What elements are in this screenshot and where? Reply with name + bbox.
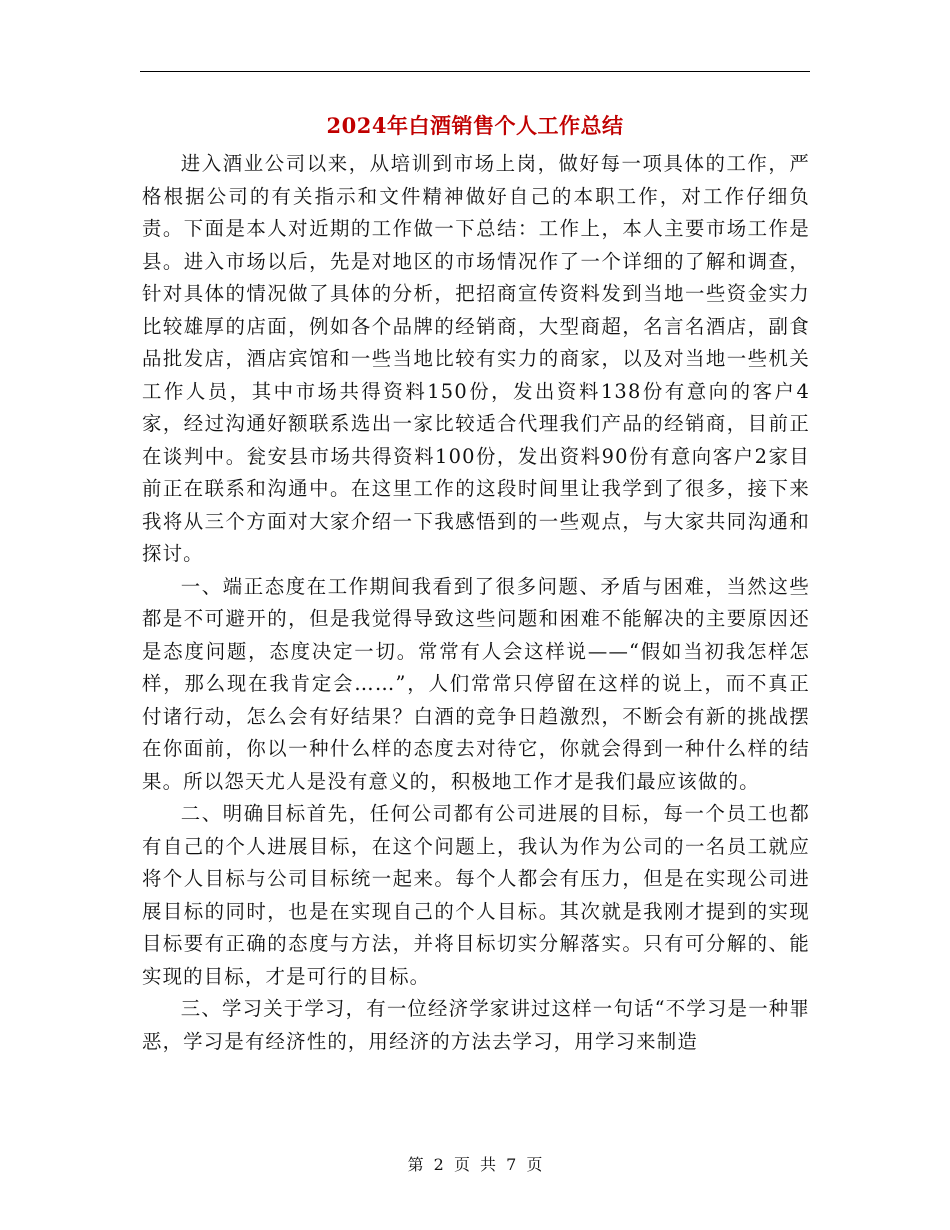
paragraph-learning: 三、学习关于学习，有一位经济学家讲过这样一句话“不学习是一种罪恶，学习是有经济性的，用经济的方法去学习，用学习来制造 [142, 997, 810, 1053]
paragraph-intro: 进入酒业公司以来，从培训到市场上岗，做好每一项具体的工作，严格根据公司的有关指示和文件精神做好自己的本职工作，对工作仔细负责。下面是本人对近期的工作做一下总结：工作上，本人主要市场工作是县。进入市场以后，先是对地区的市场情况作了一个详细的了解和调查，针对具体的情况做了具体的分析，把招商宣传资料发到当地一些资金实力比较雄厚的店面，例如各个品牌的经销商，大型商超，名言名酒店，副食品批发店，酒店宾馆和一些当地比较有实力的商家，以及对当地一些机关工作人员，其中市场共得资料150份，发出资料138份有意向的客户4家，经过沟通好额联系选出一家比较适合代理我们产品的经销商，目前正在谈判中。瓮安县市场共得资料100份，发出资料90份有意向客户2家目前正在联系和沟通中。在这里工作的这段时间里让我学到了很多，接下来我将从三个方面对大家介绍一下我感悟到的一些观点，与大家共同沟通和探讨。 [142, 152, 810, 565]
paragraph-attitude: 一、端正态度在工作期间我看到了很多问题、矛盾与困难，当然这些都是不可避开的，但是我觉得导致这些问题和困难不能解决的主要原因还是态度问题，态度决定一切。常常有人会这样说——“假如当初我怎样怎样，那么现在我肯定会……”，人们常常只停留在这样的说上，而不真正付诸行动，怎么会有好结果？白酒的竞争日趋激烈，不断会有新的挑战摆在你面前，你以一种什么样的态度去对待它，你就会得到一种什么样的结果。所以怨天尤人是没有意义的，积极地工作才是我们最应该做的。 [142, 574, 810, 793]
page-number-footer: 第 2 页 共 7 页 [407, 1155, 543, 1174]
document-title: 2024年白酒销售个人工作总结 [326, 113, 624, 138]
paragraph-goals: 二、明确目标首先，任何公司都有公司进展的目标，每一个员工也都有自己的个人进展目标，在这个问题上，我认为作为公司的一名员工就应将个人目标与公司目标统一起来。每个人都会有压力，但是在实现公司进展目标的同时，也是在实现自己的个人目标。其次就是我刚才提到的实现目标要有正确的态度与方法，并将目标切实分解落实。只有可分解的、能实现的目标，才是可行的目标。 [142, 802, 810, 988]
header-rule [140, 71, 810, 72]
document-body [142, 148, 810, 1058]
